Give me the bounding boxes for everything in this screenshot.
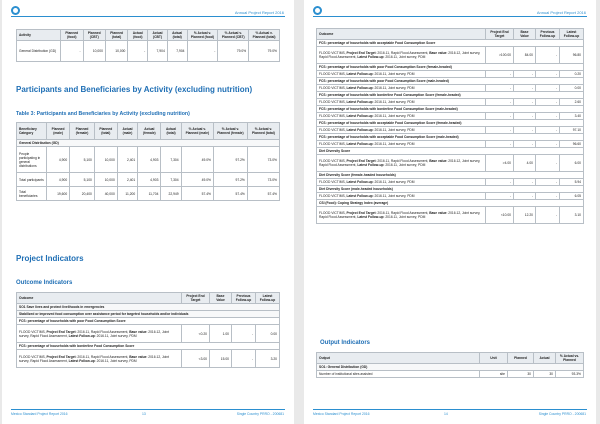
table-row — [17, 41, 280, 62]
table-row — [317, 371, 584, 378]
indicator-title-row — [317, 92, 584, 99]
indicator-detail — [317, 179, 486, 186]
detail-key: Latest Follow-up — [346, 194, 373, 198]
cell: 1.00 — [210, 325, 232, 343]
table-group-row — [317, 364, 584, 371]
detail-text: : 2016.11, Joint survey, PDM — [383, 215, 426, 219]
indicator-row — [317, 127, 584, 134]
cell: 10,000 — [94, 173, 117, 187]
cell: - — [232, 325, 256, 343]
cell: site — [480, 371, 508, 378]
detail-text: : 2016.11, Joint survey, PDM — [372, 86, 415, 90]
outcome-indicators-heading: Outcome Indicators — [16, 280, 73, 286]
cell: 22,949 — [161, 187, 181, 201]
indicator-detail — [317, 113, 486, 120]
table-header-row — [317, 29, 584, 40]
indicator-title: FCS: percentage of households with borderline Food Consumption Score (male-headed) — [317, 106, 584, 113]
cell: 49.0% — [181, 147, 213, 173]
indicator-row — [317, 71, 584, 78]
detail-text: : 2016.12, Joint survey, Rapid Flood Assessment, — [319, 159, 481, 167]
indicator-detail — [317, 127, 486, 134]
section-heading-project-indicators: Project Indicators — [16, 254, 84, 263]
cell: - — [536, 113, 560, 120]
indicator-title-row — [317, 40, 584, 47]
th: Outcome — [317, 29, 486, 40]
detail-text: : 2016.11, Joint survey, PDM — [372, 100, 415, 104]
indicator-title-row — [317, 78, 584, 85]
cell: 4,903 — [138, 147, 161, 173]
detail-key: Latest Follow-up — [357, 215, 384, 219]
indicator-title-row — [17, 318, 280, 325]
detail-text: FLOOD VICTIMS, — [319, 114, 347, 118]
objective-row — [17, 311, 280, 318]
footer-right: Single Country PRRO - 200681 — [236, 412, 284, 416]
detail-text: : 2016.11, Rapid Flood Assessment, — [75, 354, 130, 359]
cell: - — [61, 41, 84, 62]
cell: - — [486, 85, 514, 92]
cell: >100.00 — [486, 47, 514, 64]
cell: - — [486, 193, 514, 200]
cell: - — [514, 113, 536, 120]
section-heading-participants: Participants and Beneficiaries by Activity (excluding nutrition) — [16, 85, 253, 94]
cell: 11,704 — [138, 187, 161, 201]
detail-text: FLOOD VICTIMS, — [319, 128, 347, 132]
cell: <3.00 — [182, 350, 210, 368]
cell: - — [536, 99, 560, 106]
detail-text: : 2016.11, Joint survey, PDM — [94, 358, 137, 363]
indicator-detail — [317, 193, 486, 200]
indicator-title-row — [317, 64, 584, 71]
table-row — [17, 187, 280, 201]
cell: - — [536, 47, 560, 64]
th: % Actual v. Planned (total) — [247, 123, 279, 140]
report-page-left — [2, 0, 294, 424]
cell: 5,100 — [70, 147, 95, 173]
indicator-title: FCS: percentage of households with borderline Food Consumption Score — [17, 343, 280, 350]
so-row — [17, 304, 280, 311]
header-rule — [313, 16, 587, 17]
cell: 0.00 — [560, 85, 584, 92]
header-rule — [11, 16, 285, 17]
th: Actual (food) — [128, 30, 148, 41]
detail-text: : 2016.11, Joint survey, PDM — [372, 194, 415, 198]
indicator-row — [317, 179, 584, 186]
table-header-row — [17, 293, 280, 304]
cell: 57.4% — [247, 187, 279, 201]
cell: 20,400 — [70, 187, 95, 201]
cell: 5.94 — [560, 179, 584, 186]
th: Outcome — [17, 293, 182, 304]
cell: - — [128, 41, 148, 62]
indicator-title-row — [317, 134, 584, 141]
so-cell: SO1 Save lives and protect livelihoods in emergencies — [17, 304, 280, 311]
cell: Number of institutional sites assisted — [317, 371, 480, 378]
indicator-detail — [317, 207, 486, 224]
th: Latest Follow-up — [560, 29, 584, 40]
detail-text: : 2016.11, Rapid Flood Assessment, — [75, 329, 130, 334]
page-number: 14 — [444, 412, 448, 416]
cell: 7,304 — [161, 147, 181, 173]
detail-text: : 2016.11, Joint survey, PDM — [383, 55, 426, 59]
th: Beneficiary Category — [17, 123, 47, 140]
detail-text: FLOOD VICTIMS, — [319, 72, 347, 76]
cell: - — [232, 350, 256, 368]
footer-left: Mexico Standard Project Report 2016 — [313, 412, 370, 416]
th: Actual (total) — [167, 30, 187, 41]
footer-rule — [313, 409, 587, 410]
indicator-detail — [317, 155, 486, 172]
indicator-title: Diet Diversity Score (female-headed households) — [317, 172, 584, 179]
cell: 93.3% — [556, 371, 584, 378]
th: Planned (total) — [105, 30, 127, 41]
cell: - — [514, 179, 536, 186]
cell: 73.0% — [247, 147, 279, 173]
cell: 10,000 — [105, 41, 127, 62]
indicator-title: FCS: percentage of households with borderline Food Consumption Score (female-headed) — [317, 92, 584, 99]
cell: 6.05 — [560, 193, 584, 200]
cell: - — [536, 179, 560, 186]
detail-key: Project End Target — [46, 329, 76, 334]
cell: - — [486, 99, 514, 106]
cell: People participating in general distributions — [17, 147, 47, 173]
th: Planned (food) — [61, 30, 84, 41]
cell: <0.20 — [182, 325, 210, 343]
detail-key: Latest Follow-up — [357, 163, 384, 167]
indicator-row — [317, 113, 584, 120]
detail-key: Project End Target — [346, 159, 376, 163]
table-group-row — [17, 140, 280, 147]
table-header-row — [17, 123, 280, 140]
participants-table — [16, 122, 280, 201]
cell: 2,401 — [117, 147, 137, 173]
cell: - — [486, 141, 514, 148]
indicator-row — [317, 47, 584, 64]
cell: 7,904 — [167, 41, 187, 62]
detail-key: Project End Target — [46, 354, 76, 359]
th: Base Value — [514, 29, 536, 40]
footer-right: Single Country PRRO - 200681 — [538, 412, 586, 416]
cell: 96.80 — [560, 47, 584, 64]
th: % Actual v. Planned (CBT) — [218, 30, 249, 41]
indicator-detail — [17, 325, 182, 343]
detail-key: Latest Follow-up — [346, 128, 373, 132]
detail-text: FLOOD VICTIMS, — [19, 329, 47, 334]
detail-text: : 2016.12, Joint survey, Rapid Flood Assessment, — [319, 51, 481, 59]
th: Planned (CBT) — [83, 30, 105, 41]
indicator-title-row — [317, 186, 584, 193]
cell: 57.4% — [181, 187, 213, 201]
detail-key: Base value — [129, 354, 147, 359]
cell: 2.60 — [560, 99, 584, 106]
detail-key: Project End Target — [346, 51, 376, 55]
detail-key: Latest Follow-up — [346, 114, 373, 118]
cell: - — [536, 141, 560, 148]
cell: - — [514, 71, 536, 78]
cell: 4,903 — [138, 173, 161, 187]
detail-key: Latest Follow-up — [346, 72, 373, 76]
detail-text: : 2016.11, Joint survey, PDM — [94, 333, 137, 338]
detail-key: Latest Follow-up — [346, 180, 373, 184]
cell: - — [514, 127, 536, 134]
detail-text: : 2016.11, Joint survey, PDM — [372, 72, 415, 76]
footer-left: Mexico Standard Project Report 2016 — [11, 412, 68, 416]
detail-text: FLOOD VICTIMS, — [319, 86, 347, 90]
footer-rule — [11, 409, 285, 410]
cell: - — [514, 141, 536, 148]
cell: 0.20 — [560, 71, 584, 78]
cell: 7,904 — [148, 41, 168, 62]
th: Project End Target — [486, 29, 514, 40]
th: % Actual v. Planned (female) — [213, 123, 247, 140]
cell: 97.2% — [213, 173, 247, 187]
cell: 40,000 — [94, 187, 117, 201]
cell: 4,900 — [47, 173, 70, 187]
th: Planned (female) — [70, 123, 95, 140]
th: % Actual v. Planned (male) — [181, 123, 213, 140]
detail-key: Latest Follow-up — [68, 333, 95, 338]
th: Actual (CBT) — [148, 30, 168, 41]
detail-text: FLOOD VICTIMS, — [319, 211, 347, 215]
report-page-right — [304, 0, 596, 424]
indicator-title-row — [317, 172, 584, 179]
cell: 4,900 — [47, 147, 70, 173]
th: Activity — [17, 30, 61, 41]
detail-text: : 2016.11, Joint survey, PDM — [372, 114, 415, 118]
indicator-detail — [317, 141, 486, 148]
indicator-title-row — [317, 106, 584, 113]
output-table — [316, 352, 584, 378]
th: Actual (total) — [161, 123, 181, 140]
th: Previous Follow-up — [536, 29, 560, 40]
cell: Total beneficiaries — [17, 187, 47, 201]
th: Output — [317, 353, 480, 364]
cell: 3.10 — [560, 207, 584, 224]
page-number: 13 — [142, 412, 146, 416]
detail-text: : 2016.12, Joint survey, Rapid Flood Assessment, — [19, 354, 169, 363]
detail-text: FLOOD VICTIMS, — [319, 142, 347, 146]
detail-text: : 2016.11, Rapid Flood Assessment, — [375, 211, 430, 215]
cell: 7,304 — [161, 173, 181, 187]
cell: 15.00 — [210, 350, 232, 368]
detail-key: Base value — [429, 211, 447, 215]
cell: - — [536, 155, 560, 172]
indicator-row — [17, 350, 280, 368]
group-cell: General Distribution (GD) — [17, 140, 280, 147]
header-title: Annual Project Report 2016 — [536, 10, 586, 15]
th: Actual (male) — [117, 123, 137, 140]
cell: 3.20 — [256, 350, 280, 368]
detail-text: : 2016.11, Joint survey, PDM — [372, 180, 415, 184]
detail-key: Latest Follow-up — [68, 358, 95, 363]
cell: 3.40 — [560, 113, 584, 120]
detail-text: FLOOD VICTIMS, — [319, 100, 347, 104]
activity-table — [16, 29, 280, 62]
th: Actual — [534, 353, 556, 364]
cell: 10,000 — [83, 41, 105, 62]
detail-key: Base value — [429, 159, 447, 163]
cell: - — [536, 71, 560, 78]
indicator-title: FCS: percentage of households with acceptable Food Consumption Score (male-headed) — [317, 134, 584, 141]
detail-text: FLOOD VICTIMS, — [319, 194, 347, 198]
outcome-table-right — [316, 28, 584, 224]
indicator-row — [317, 207, 584, 224]
indicator-title-row — [17, 343, 280, 350]
indicator-row — [317, 155, 584, 172]
indicator-title: FCS: percentage of households with poor Food Consumption Score — [17, 318, 280, 325]
detail-text: FLOOD VICTIMS, — [319, 51, 347, 55]
detail-text: : 2016.12, Joint survey, Rapid Flood Assessment, — [319, 211, 481, 219]
indicator-title: Diet Diversity Score — [317, 148, 584, 155]
th: Actual (female) — [138, 123, 161, 140]
cell: 6.00 — [560, 155, 584, 172]
detail-text: : 2016.11, Joint survey, PDM — [383, 163, 426, 167]
cell: 84.00 — [514, 47, 536, 64]
indicator-detail — [317, 71, 486, 78]
wfp-logo-icon — [11, 6, 20, 15]
cell: - — [536, 193, 560, 200]
cell: - — [486, 71, 514, 78]
header-title: Annual Project Report 2016 — [234, 10, 284, 15]
table-row — [17, 147, 280, 173]
cell: 11,200 — [117, 187, 137, 201]
cell: 2,401 — [117, 173, 137, 187]
cell: 5,100 — [70, 173, 95, 187]
wfp-logo-icon — [313, 6, 322, 15]
th: % Actual vs. Planned — [556, 353, 584, 364]
table-header-row — [317, 353, 584, 364]
cell: Total participants — [17, 173, 47, 187]
detail-text: : 2016.11, Joint survey, PDM — [372, 142, 415, 146]
th: Planned (total) — [94, 123, 117, 140]
cell: - — [187, 41, 218, 62]
detail-text: : 2016.11, Joint survey, PDM — [372, 128, 415, 132]
th: Base Value — [210, 293, 232, 304]
th: Planned (male) — [47, 123, 70, 140]
cell: - — [486, 179, 514, 186]
outcome-table-left — [16, 292, 280, 368]
detail-text: FLOOD VICTIMS, — [319, 180, 347, 184]
detail-key: Latest Follow-up — [346, 86, 373, 90]
indicator-title: Diet Diversity Score (male-headed households) — [317, 186, 584, 193]
detail-key: Project End Target — [346, 211, 376, 215]
detail-text: FLOOD VICTIMS, — [19, 354, 47, 359]
cell: 97.10 — [560, 127, 584, 134]
group-cell: SO1: General Distribution (GD) — [317, 364, 584, 371]
cell: 19,600 — [47, 187, 70, 201]
cell: 97.2% — [213, 147, 247, 173]
cell: - — [536, 207, 560, 224]
indicator-title: FCS: percentage of households with acceptable Food Consumption Score (female-headed) — [317, 120, 584, 127]
cell: 57.4% — [213, 187, 247, 201]
indicator-row — [17, 325, 280, 343]
cell: 79.0% — [249, 41, 280, 62]
cell: 30 — [534, 371, 556, 378]
cell: - — [514, 193, 536, 200]
indicator-row — [317, 85, 584, 92]
output-indicators-heading: Output Indicators — [320, 340, 370, 346]
cell: 73.0% — [247, 173, 279, 187]
table-header-row — [17, 30, 280, 41]
cell: - — [514, 85, 536, 92]
cell: - — [536, 85, 560, 92]
table-row — [17, 173, 280, 187]
cell: - — [514, 99, 536, 106]
indicator-title-row — [317, 200, 584, 207]
objective-cell: Stabilized or improved food consumption over assistance period for targeted households and/or individuals — [17, 311, 280, 318]
indicator-detail — [317, 85, 486, 92]
indicator-title: FCS: percentage of households with poor Food Consumption Score (female-headed) — [317, 64, 584, 71]
cell: 30 — [508, 371, 534, 378]
cell: - — [536, 127, 560, 134]
detail-key: Base value — [429, 51, 447, 55]
th: Unit — [480, 353, 508, 364]
cell: 49.0% — [181, 173, 213, 187]
cell: 12.20 — [514, 207, 536, 224]
indicator-detail — [317, 99, 486, 106]
cell: General Distribution (GD) — [17, 41, 61, 62]
cell: - — [486, 113, 514, 120]
detail-text: : 2016.12, Joint survey, Rapid Flood Assessment, — [19, 329, 169, 338]
indicator-row — [317, 141, 584, 148]
indicator-title-row — [317, 148, 584, 155]
detail-key: Latest Follow-up — [357, 55, 384, 59]
indicator-detail — [317, 47, 486, 64]
th: % Actual v. Planned (food) — [187, 30, 218, 41]
indicator-title: FCS: percentage of households with acceptable Food Consumption Score — [317, 40, 584, 47]
cell: >4.00 — [486, 155, 514, 172]
cell: - — [486, 127, 514, 134]
cell: 10,000 — [94, 147, 117, 173]
cell: 96.60 — [560, 141, 584, 148]
th: % Actual v. Planned (total) — [249, 30, 280, 41]
detail-key: Latest Follow-up — [346, 100, 373, 104]
table3-caption: Table 3: Participants and Beneficiaries by Activity (excluding nutrition) — [16, 111, 190, 117]
detail-text: : 2016.11, Rapid Flood Assessment, — [375, 159, 430, 163]
indicator-title: CSI (Food): Coping Strategy Index (average) — [317, 200, 584, 207]
detail-key: Base value — [129, 329, 147, 334]
detail-key: Latest Follow-up — [346, 142, 373, 146]
th: Planned — [508, 353, 534, 364]
indicator-row — [317, 193, 584, 200]
indicator-detail — [17, 350, 182, 368]
indicator-title: FCS: percentage of households with poor Food Consumption Score (male-headed) — [317, 78, 584, 85]
cell: 4.00 — [514, 155, 536, 172]
indicator-row — [317, 99, 584, 106]
cell: 79.0% — [218, 41, 249, 62]
cell: <10.00 — [486, 207, 514, 224]
detail-text: : 2016.11, Rapid Flood Assessment, — [375, 51, 430, 55]
detail-text: FLOOD VICTIMS, — [319, 159, 347, 163]
th: Previous Follow-up — [232, 293, 256, 304]
th: Latest Follow-up — [256, 293, 280, 304]
th: Project End Target — [182, 293, 210, 304]
cell: 0.00 — [256, 325, 280, 343]
indicator-title-row — [317, 120, 584, 127]
